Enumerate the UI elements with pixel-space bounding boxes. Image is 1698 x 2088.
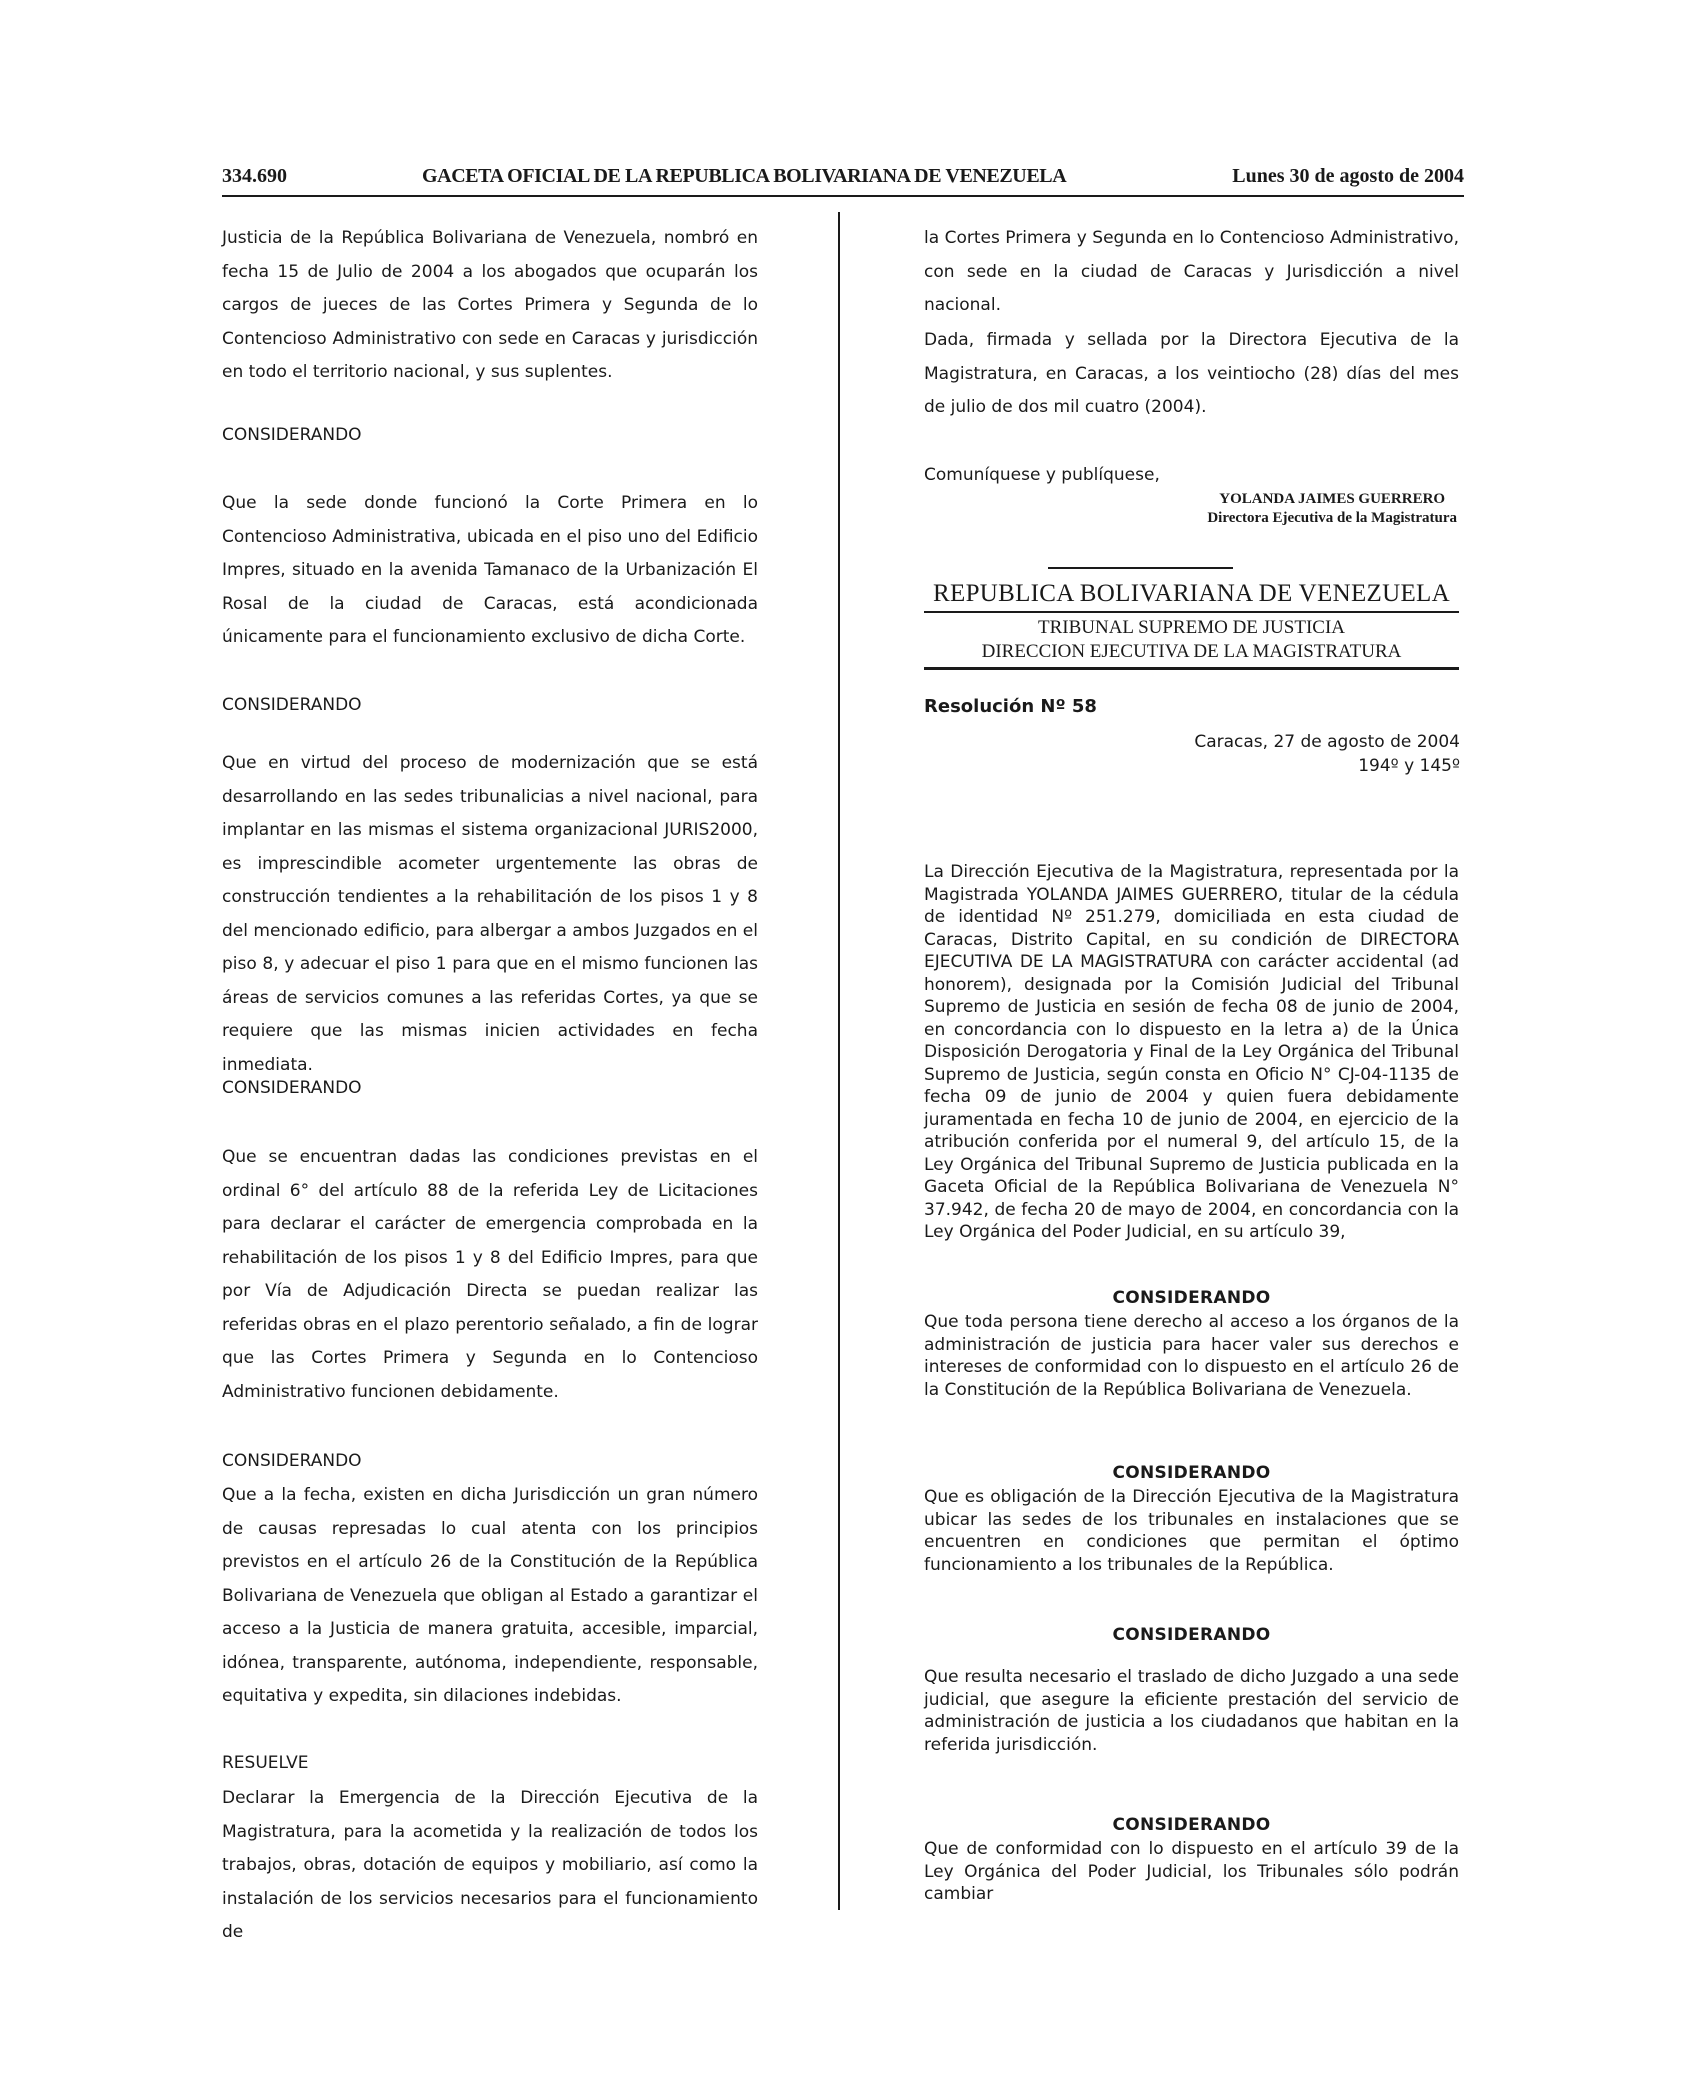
- left-heading-considerando-4: CONSIDERANDO: [222, 1451, 362, 1471]
- right-paragraph-2: Dada, firmada y sellada por la Directora Ejecutiva de la Magistratura, en Caracas, a los veintiocho (28) días del mes de julio de dos mil cuatro (2004).: [924, 330, 1459, 417]
- resolution-date: Caracas, 27 de agosto de 2004: [1194, 732, 1460, 752]
- header-rule: [222, 195, 1464, 197]
- left-paragraph-2: Que la sede donde funcionó la Corte Primera en lo Contencioso Administrativa, ubicada en el piso uno del Edificio Impres, situado en la avenida Tamanaco de la Urbanización El Rosal de la ciudad de Caracas, está acondicionada únicamente para el funcionamiento exclusivo de dicha Corte.: [222, 493, 758, 647]
- page-header: [222, 165, 1464, 191]
- letterhead-rule: [924, 611, 1459, 613]
- column-divider: [838, 212, 840, 1910]
- right-paragraph-4: La Dirección Ejecutiva de la Magistratura, representada por la Magistrada YOLANDA JAIMES GUERRERO, titular de la cédula de identidad Nº 251.279, domiciliada en esta ciudad de Caracas, Distrito Capital, en su condición de DIRECTORA EJECUTIVA DE LA MAGISTRATURA con carácter accidental (ad honorem), designada por la Comisión Judicial del Tribunal Supremo de Justicia en sesión de fecha 08 de junio de 2004, en concordancia con lo dispuesto en la letra a) de la Única Disposición Derogatoria y Final de la Ley Orgánica del Tribunal Supremo de Justicia, según consta en Oficio N° CJ-04-1135 de fecha 09 de junio de 2004 y quien fuera debidamente juramentada en fecha 10 de junio de 2004, en ejercicio de la atribución conferida por el numeral 9, del artículo 15, de la Ley Orgánica del Tribunal Supremo de Justicia publicada en la Gaceta Oficial de la República Bolivariana de Venezuela N° 37.942, de fecha 20 de mayo de 2004, en concordancia con la Ley Orgánica del Poder Judicial, en su artículo 39,: [924, 862, 1459, 1242]
- resolution-dateline: [1194, 730, 1460, 778]
- signature-name: YOLANDA JAIMES GUERRERO: [1219, 491, 1446, 507]
- left-heading-considerando-1: CONSIDERANDO: [222, 425, 362, 445]
- right-paragraph-6: Que es obligación de la Dirección Ejecutiva de la Magistratura ubicar las sedes de los tribunales en instalaciones que se encuentren en condiciones que permitan el óptimo funcionamiento a los tribunales de la República.: [924, 1487, 1459, 1575]
- right-section-considerando-3: [924, 1622, 1459, 1756]
- right-heading-considerando-1: CONSIDERANDO: [1112, 1288, 1271, 1308]
- letterhead-direccion: DIRECCION EJECUTIVA DE LA MAGISTRATURA: [981, 641, 1402, 662]
- left-paragraph-1: Justicia de la República Bolivariana de Venezuela, nombró en fecha 15 de Julio de 2004 a los abogados que ocuparán los cargos de jueces de las Cortes Primera y Segunda de lo Contencioso Administrativo con sede en Caracas y jurisdicción en todo el territorio nacional, y sus suplentes.: [222, 228, 758, 382]
- resolution-years: 194º y 145º: [1358, 756, 1460, 776]
- right-paragraph-8: Que de conformidad con lo dispuesto en el artículo 39 de la Ley Orgánica del Poder Judicial, los Tribunales sólo podrán cambiar: [924, 1839, 1459, 1904]
- publication-title: GACETA OFICIAL DE LA REPUBLICA BOLIVARIANA DE VENEZUELA: [422, 165, 1067, 187]
- page-number: 334.690: [222, 165, 287, 187]
- letterhead: [924, 578, 1459, 670]
- resolution-title: Resolución Nº 58: [924, 696, 1097, 717]
- publication-date: Lunes 30 de agosto de 2004: [1232, 165, 1464, 187]
- right-paragraph-5: Que toda persona tiene derecho al acceso a los órganos de la administración de justicia para hacer valer sus derechos e intereses de conformidad con lo dispuesto en el artículo 26 de la Constitución de la República Bolivariana de Venezuela.: [924, 1312, 1459, 1400]
- right-section-considerando-2: [924, 1460, 1459, 1576]
- left-paragraph-6: Declarar la Emergencia de la Dirección Ejecutiva de la Magistratura, para la acometida y la realización de todos los trabajos, obras, dotación de equipos y mobiliario, así como la instalación de los servicios necesarios para el funcionamiento de: [222, 1788, 758, 1942]
- right-paragraph-7: Que resulta necesario el traslado de dicho Juzgado a una sede judicial, que asegure la eficiente prestación del servicio de administración de justicia a los ciudadanos que habitan en la referida jurisdicción.: [924, 1667, 1459, 1755]
- left-heading-considerando-2: CONSIDERANDO: [222, 695, 362, 715]
- right-heading-considerando-3: CONSIDERANDO: [1112, 1625, 1271, 1645]
- signature-block: [1207, 490, 1457, 528]
- section-rule: [1048, 567, 1233, 569]
- right-paragraph-1: la Cortes Primera y Segunda en lo Contencioso Administrativo, con sede en la ciudad de Caracas y Jurisdicción a nivel nacional.: [924, 228, 1459, 315]
- left-paragraph-5: Que a la fecha, existen en dicha Jurisdicción un gran número de causas represadas lo cual atenta con los principios previstos en el artículo 26 de la Constitución de la República Bolivariana de Venezuela que obligan al Estado a garantizar el acceso a la Justicia de manera gratuita, accesible, imparcial, idónea, transparente, autónoma, independiente, responsable, equitativa y expedita, sin dilaciones indebidas.: [222, 1485, 758, 1706]
- left-heading-resuelve: RESUELVE: [222, 1753, 309, 1773]
- right-section-considerando-1: [924, 1285, 1459, 1401]
- letterhead-tribunal: TRIBUNAL SUPREMO DE JUSTICIA: [1037, 617, 1345, 638]
- left-paragraph-4: Que se encuentran dadas las condiciones previstas en el ordinal 6° del artículo 88 de la referida Ley de Licitaciones para declarar el carácter de emergencia comprobada en la rehabilitación de los pisos 1 y 8 del Edificio Impres, para que por Vía de Adjudicación Directa se puedan realizar las referidas obras en el plazo perentorio señalado, a fin de lograr que las Cortes Primera y Segunda en lo Contencioso Administrativo funcionen debidamente.: [222, 1147, 758, 1402]
- right-heading-considerando-4: CONSIDERANDO: [1112, 1815, 1271, 1835]
- left-heading-considerando-3: CONSIDERANDO: [222, 1078, 362, 1098]
- letterhead-republic: REPUBLICA BOLIVARIANA DE VENEZUELA: [933, 580, 1450, 607]
- left-paragraph-3: Que en virtud del proceso de modernización que se está desarrollando en las sedes tribunalicias a nivel nacional, para implantar en las mismas el sistema organizacional JURIS2000, es imprescindible acometer urgentemente las obras de construcción tendientes a la rehabilitación de los pisos 1 y 8 del mencionado edificio, para albergar a ambos Juzgados en el piso 8, y adecuar el piso 1 para que en el mismo funcionen las áreas de servicios comunes a las referidas Cortes, ya que se requiere que las mismas inicien actividades en fecha inmediata.: [222, 753, 758, 1075]
- signature-title: Directora Ejecutiva de la Magistratura: [1207, 510, 1457, 526]
- letterhead-bottom-rule: [924, 667, 1459, 670]
- right-section-considerando-4: [924, 1812, 1459, 1906]
- right-paragraph-3: Comuníquese y publíquese,: [924, 465, 1160, 485]
- right-heading-considerando-2: CONSIDERANDO: [1112, 1463, 1271, 1483]
